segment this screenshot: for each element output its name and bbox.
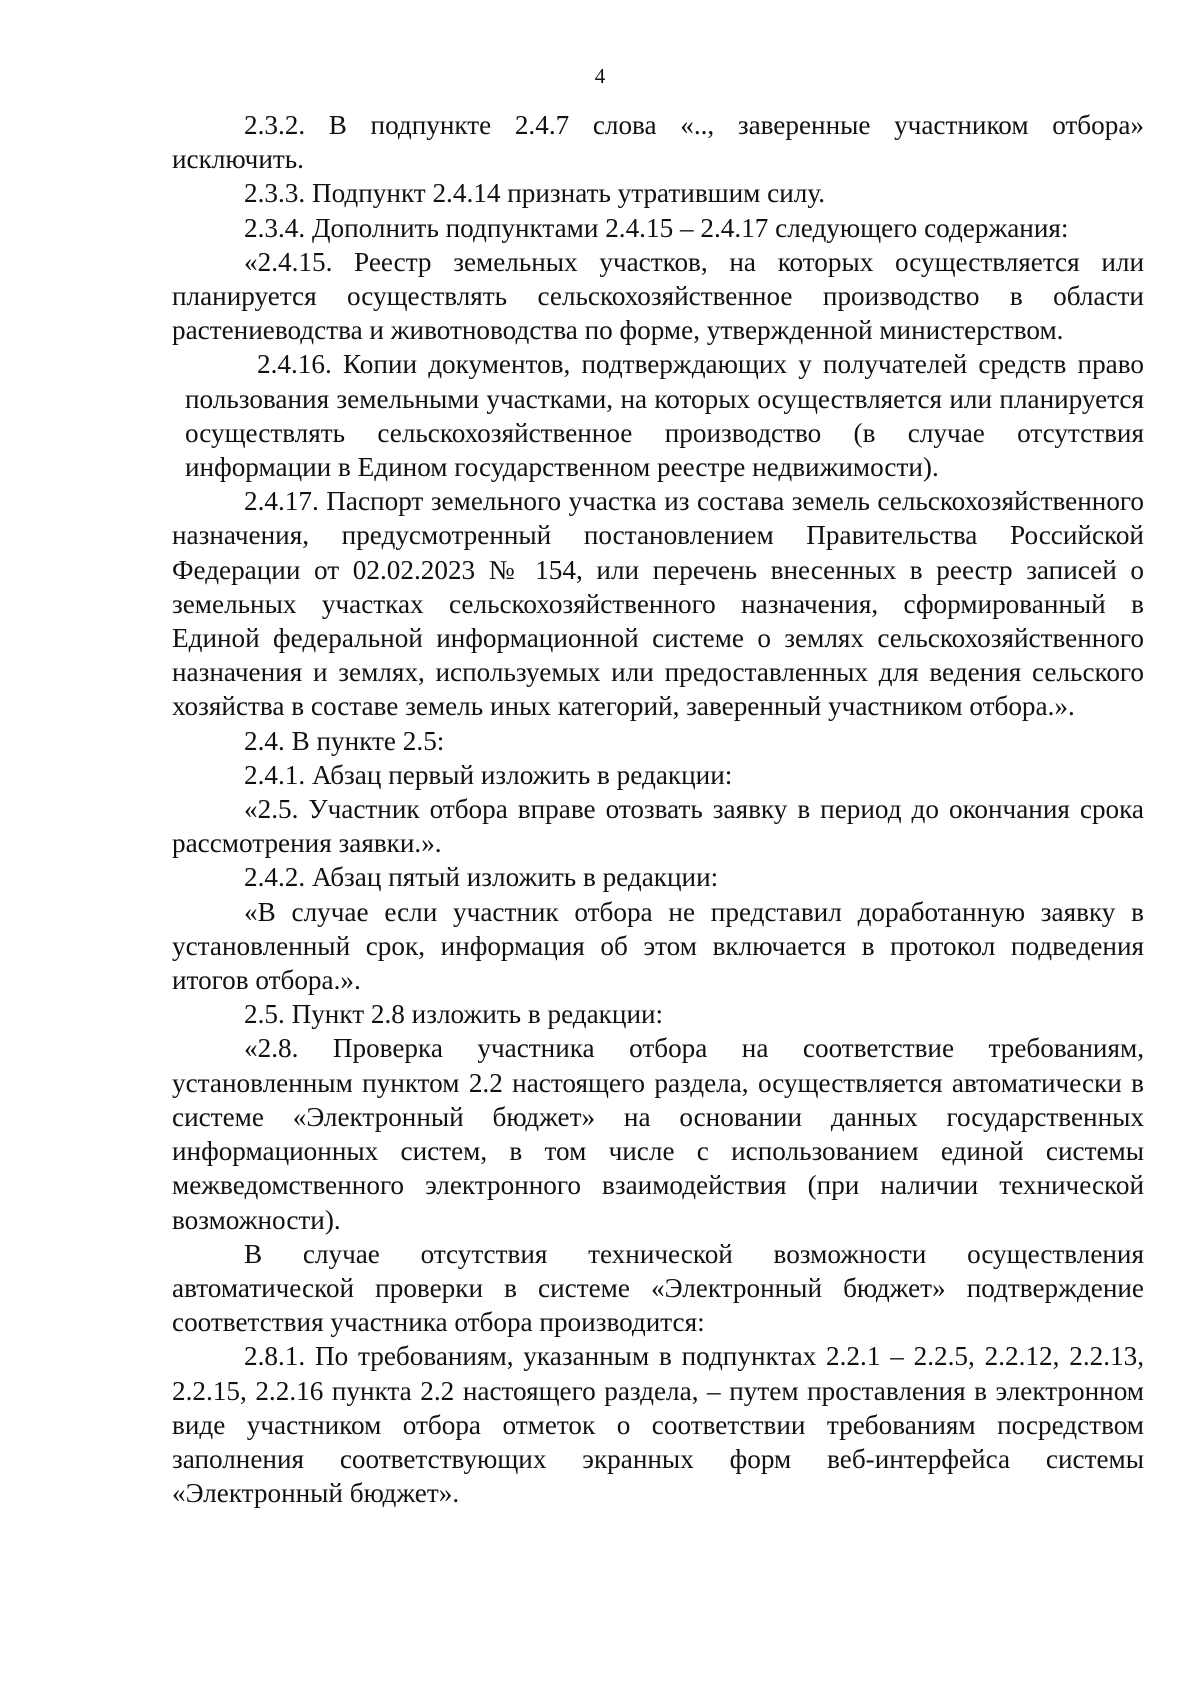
paragraph-2-4: 2.4. В пункте 2.5: <box>244 725 445 756</box>
paragraph-2-4-17: 2.4.17. Паспорт земельного участка из состава земель сельскохозяйственного назначения, предусмотренный постановлением Правительства Российской Федерации от 02.02.2023 № 154, или перечень внесенных в реестр записей о земельных участках сельскохозяйственного назначения, сформированный в Единой федеральной информационной системе о землях сельскохозяйственного назначения и землях, используемых или предоставленных для ведения сельского хозяйства в составе земель иных категорий, заверенный участником отбора.». <box>172 486 1144 722</box>
paragraph-2-4-2: 2.4.2. Абзац пятый изложить в редакции: <box>244 862 719 893</box>
paragraph-2-5: 2.5. Пункт 2.8 изложить в редакции: <box>244 999 664 1030</box>
paragraph-2-3-2: 2.3.2. В подпункте 2.4.7 слова «.., заверенные участником отбора» исключить. <box>172 110 1144 175</box>
paragraph-2-4-15: «2.4.15. Реестр земельных участков, на которых осуществляется или планируется осуществлять сельскохозяйственное производство в области растениеводства и животноводства по форме, утвержденной министерством. <box>172 246 1144 346</box>
paragraph-fifth-quote: «В случае если участник отбора не представил доработанную заявку в установленный срок, информация об этом включается в протокол подведения итогов отбора.». <box>172 896 1144 996</box>
paragraph-2-5-quote: «2.5. Участник отбора вправе отозвать заявку в период до окончания срока рассмотрения заявки.». <box>172 794 1144 859</box>
paragraph-2-8-quote: «2.8. Проверка участника отбора на соответствие требованиям, установленным пунктом 2.2 настоящего раздела, осуществляется автоматически в системе «Электронный бюджет» на основании данных государственных информационных систем, в том числе с использованием единой системы межведомственного электронного взаимодействия (при наличии технической возможности). <box>172 1033 1144 1235</box>
page-number: 4 <box>594 64 606 88</box>
paragraph-no-tech-possibility: В случае отсутствия технической возможности осуществления автоматической проверки в системе «Электронный бюджет» подтверждение соответствия участника отбора производится: <box>172 1238 1144 1338</box>
paragraph-2-8-1: 2.8.1. По требованиям, указанным в подпунктах 2.2.1 – 2.2.5, 2.2.12, 2.2.13, 2.2.15, 2.2.16 пункта 2.2 настоящего раздела, – путем проставления в электронном виде участником отбора отметок о соответствии требованиям посредством заполнения соответствующих экранных форм веб-интерфейса системы «Электронный бюджет». <box>172 1341 1144 1509</box>
paragraph-2-3-4: 2.3.4. Дополнить подпунктами 2.4.15 – 2.4.17 следующего содержания: <box>244 212 1069 243</box>
document-body <box>172 108 1144 1510</box>
paragraph-2-4-16: 2.4.16. Копии документов, подтверждающих у получателей средств право пользования земельными участками, на которых осуществляется или планируется осуществлять сельскохозяйственное производство (в случае отсутствия информации в Едином государственном реестре недвижимости). <box>185 349 1144 483</box>
paragraph-2-3-3: 2.3.3. Подпункт 2.4.14 признать утратившим силу. <box>244 178 826 209</box>
paragraph-2-4-1: 2.4.1. Абзац первый изложить в редакции: <box>244 759 733 790</box>
